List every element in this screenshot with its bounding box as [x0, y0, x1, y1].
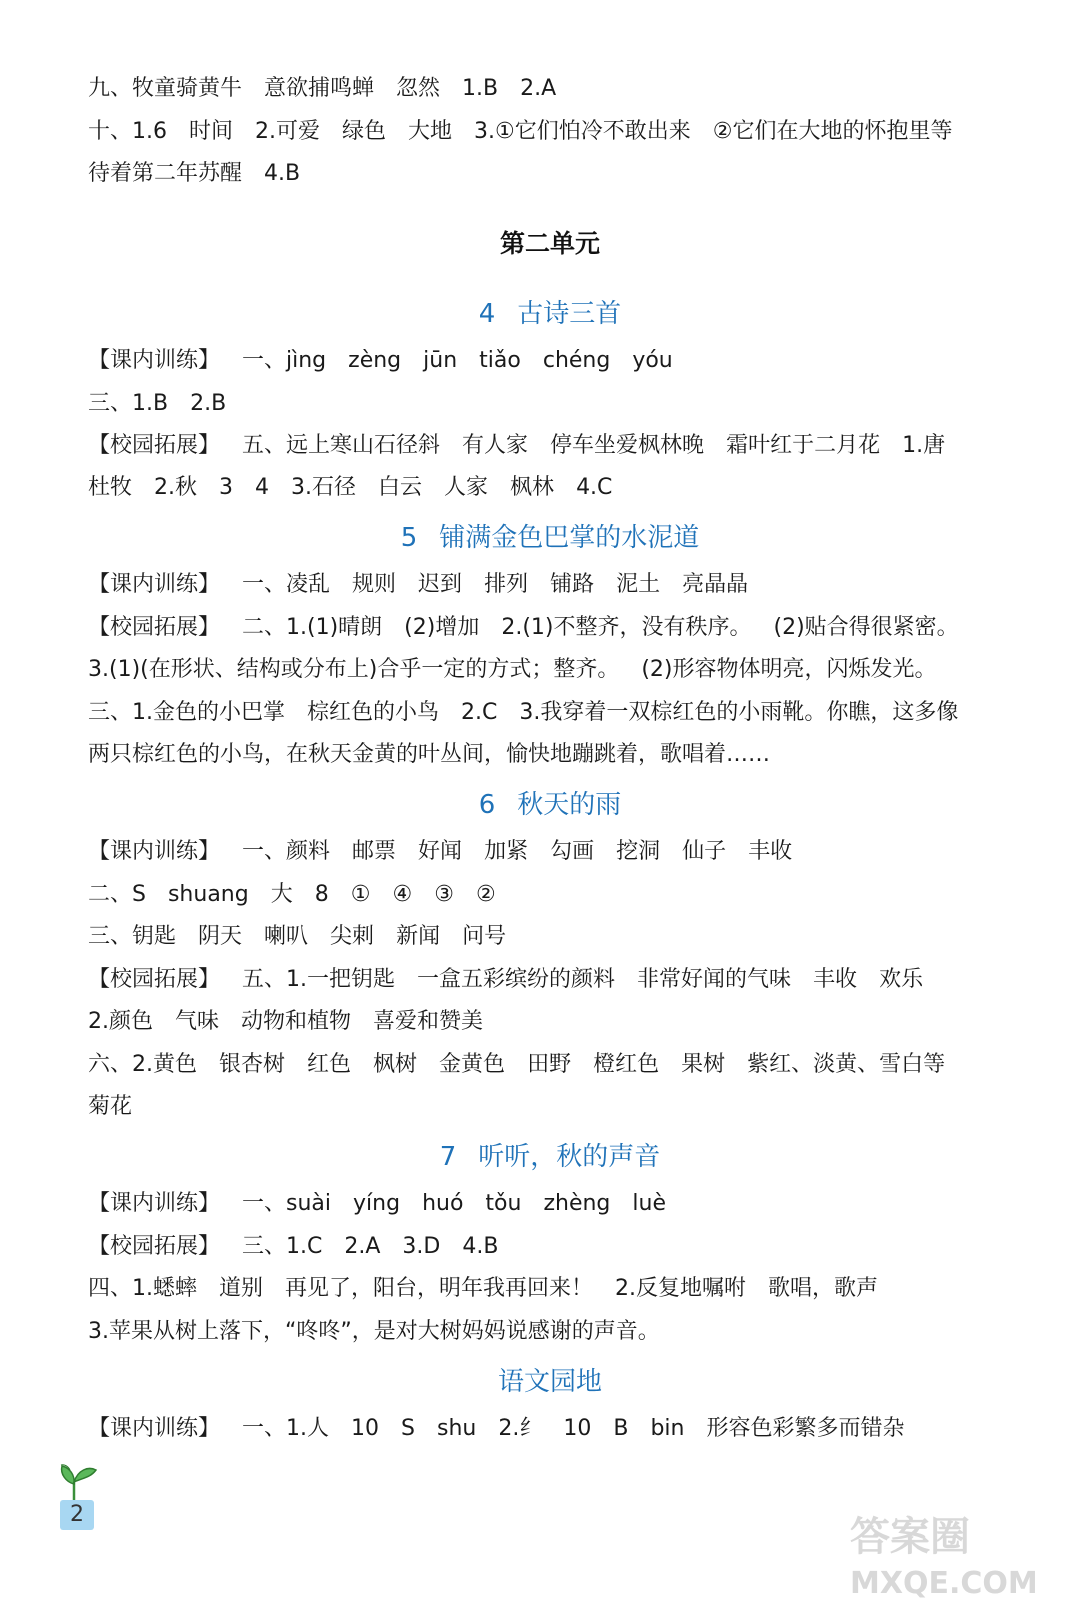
- answer-segment: 【课内训练】: [88, 1191, 221, 1216]
- answer-segment: ②: [475, 882, 496, 907]
- answer-segment: 丰收: [813, 967, 858, 992]
- answer-segment: 2.A: [520, 76, 557, 101]
- answer-segment: zèng: [348, 348, 402, 373]
- lesson-name: 古诗三首: [517, 299, 622, 329]
- answer-segment: 三、1.金色的小巴掌: [88, 700, 285, 725]
- answer-segment: 10: [351, 1416, 380, 1441]
- answer-line: [88, 1274, 1026, 1304]
- answer-segment: 气味: [175, 1009, 220, 1034]
- answer-segment: 4.C: [576, 475, 613, 500]
- answer-segment: 紫红、淡黄、雪白等: [747, 1052, 946, 1077]
- answer-segment: 3.我穿着一双棕红色的小雨靴。你瞧，这多像: [519, 700, 959, 725]
- answer-segment: yíng: [353, 1191, 401, 1216]
- answer-segment: 【课内训练】: [88, 572, 221, 597]
- answer-line: [88, 1414, 1026, 1444]
- answer-segment: 杜牧: [88, 475, 133, 500]
- answer-segment: 十、1.6: [88, 119, 167, 144]
- answer-segment: 10: [563, 1416, 592, 1441]
- answer-segment: 二、1.(1)晴朗: [242, 615, 383, 640]
- answer-segment: huó: [422, 1191, 464, 1216]
- garden-title: 语文园地: [497, 1367, 602, 1397]
- answer-line: [88, 698, 1026, 728]
- answer-segment: 8: [314, 882, 329, 907]
- lesson-4-title: [0, 297, 1066, 331]
- answer-segment: 动物和植物: [241, 1009, 352, 1034]
- answer-segment: 2.C: [461, 700, 498, 725]
- answer-line: [88, 74, 1026, 104]
- answer-segment: 一、suài: [242, 1191, 332, 1216]
- answer-segment: 3.(1)(在形状、结构或分布上)合乎一定的方式；整齐。: [88, 657, 620, 682]
- answer-line: [88, 837, 1026, 867]
- answer-line: [88, 346, 1026, 376]
- answer-line: [88, 159, 1026, 189]
- lesson-7-title: [0, 1140, 1066, 1174]
- answer-segment: 再见了，阳台，明年我再回来！: [285, 1276, 594, 1301]
- answer-segment: chéng: [542, 348, 611, 373]
- lesson-6-title: [0, 788, 1066, 822]
- answer-segment: 迟到: [418, 572, 463, 597]
- answer-segment: 大: [270, 882, 293, 907]
- answer-segment: 喜爱和赞美: [373, 1009, 484, 1034]
- answer-segment: 2.反复地嘱咐: [615, 1276, 747, 1301]
- answer-segment: 九、牧童骑黄牛: [88, 76, 243, 101]
- answer-segment: 忽然: [396, 76, 441, 101]
- answer-segment: 3.D: [402, 1234, 441, 1259]
- answer-line: [88, 922, 1026, 952]
- answer-segment: 排列: [484, 572, 529, 597]
- answer-segment: 歌唱，歌声: [768, 1276, 879, 1301]
- answer-segment: 有人家: [462, 433, 529, 458]
- answer-segment: 丰收: [748, 839, 793, 864]
- answer-segment: 绿色: [342, 119, 387, 144]
- lesson-name: 秋天的雨: [517, 790, 622, 820]
- watermark-url: MXQE.COM: [850, 1566, 1038, 1601]
- answer-segment: 非常好闻的气味: [637, 967, 792, 992]
- lesson-5-title: [0, 521, 1066, 555]
- answer-line: [88, 1007, 1026, 1037]
- lesson-name: 铺满金色巴掌的水泥道: [439, 523, 700, 553]
- answer-segment: S: [401, 1416, 415, 1441]
- watermark-main: 答案圈: [850, 1514, 970, 1560]
- answer-segment: 2.颜色: [88, 1009, 153, 1034]
- answer-segment: 3: [219, 475, 234, 500]
- answer-segment: 三、1.B: [88, 391, 169, 416]
- answer-segment: 白云: [378, 475, 423, 500]
- answer-line: [88, 431, 1026, 461]
- answer-segment: 4: [255, 475, 270, 500]
- answer-segment: 2.纟: [498, 1416, 542, 1441]
- answer-segment: 尖刺: [330, 924, 375, 949]
- answer-line: [88, 117, 1026, 147]
- answer-segment: 【校园拓展】: [88, 615, 221, 640]
- answer-segment: 2.秋: [154, 475, 198, 500]
- answer-segment: 3.①它们怕冷不敢出来: [474, 119, 691, 144]
- answer-segment: 规则: [352, 572, 397, 597]
- answer-segment: 三、1.C: [242, 1234, 323, 1259]
- answer-line: [88, 740, 1026, 770]
- answer-segment: 一、1.人: [242, 1416, 330, 1441]
- watermark: [850, 1505, 1050, 1601]
- answer-segment: yóu: [632, 348, 673, 373]
- answer-segment: 一、颜料: [242, 839, 331, 864]
- answer-segment: 【课内训练】: [88, 348, 221, 373]
- answer-segment: 铺路: [550, 572, 595, 597]
- answer-segment: 四、1.蟋蟀: [88, 1276, 197, 1301]
- answer-segment: 勾画: [550, 839, 595, 864]
- answer-segment: luè: [632, 1191, 666, 1216]
- answer-segment: 三、钥匙: [88, 924, 177, 949]
- lesson-name: 听听，秋的声音: [478, 1142, 661, 1172]
- lesson-number: 7: [439, 1142, 457, 1172]
- answer-segment: 【校园拓展】: [88, 967, 221, 992]
- answer-line: [88, 880, 1026, 910]
- answer-segment: 泥土: [616, 572, 661, 597]
- answer-segment: 1.唐: [902, 433, 946, 458]
- lesson-number: 6: [478, 790, 496, 820]
- answer-segment: 橙红色: [593, 1052, 660, 1077]
- answer-segment: 菊花: [88, 1094, 133, 1119]
- answer-segment: shuang: [167, 882, 249, 907]
- answer-segment: 大地: [408, 119, 453, 144]
- answer-segment: 【课内训练】: [88, 1416, 221, 1441]
- answer-segment: tǒu: [485, 1191, 522, 1216]
- answer-segment: 意欲捕鸣蝉: [264, 76, 375, 101]
- answer-segment: 田野: [527, 1052, 572, 1077]
- answer-segment: 3.苹果从树上落下，“咚咚”，是对大树妈妈说感谢的声音。: [88, 1319, 660, 1344]
- answer-segment: 金黄色: [439, 1052, 506, 1077]
- answer-segment: 4.B: [462, 1234, 499, 1259]
- answer-segment: tiǎo: [479, 348, 521, 373]
- answer-segment: 加紧: [484, 839, 529, 864]
- answer-line: [88, 473, 1026, 503]
- answer-segment: 棕红色的小鸟: [307, 700, 440, 725]
- answer-segment: 4.B: [264, 161, 301, 186]
- answer-segment: zhèng: [543, 1191, 611, 1216]
- answer-segment: 1.B: [462, 76, 499, 101]
- answer-segment: 欢乐: [879, 967, 924, 992]
- answer-segment: 枫林: [510, 475, 555, 500]
- answer-segment: 停车坐爱枫林晚: [550, 433, 705, 458]
- answer-segment: 时间: [189, 119, 234, 144]
- answer-segment: 【校园拓展】: [88, 433, 221, 458]
- lesson-number: 4: [478, 299, 496, 329]
- answer-segment: 好闻: [418, 839, 463, 864]
- answer-segment: 待着第二年苏醒: [88, 161, 243, 186]
- plant-sprout-icon: [44, 1458, 104, 1504]
- answer-segment: 挖洞: [616, 839, 661, 864]
- answer-segment: B: [613, 1416, 629, 1441]
- answer-line: [88, 613, 1026, 643]
- answer-segment: 阴天: [198, 924, 243, 949]
- answer-segment: 邮票: [352, 839, 397, 864]
- answer-segment: 新闻: [396, 924, 441, 949]
- answer-line: [88, 655, 1026, 685]
- answer-segment: ③: [434, 882, 454, 907]
- answer-line: [88, 389, 1026, 419]
- answer-segment: 2.B: [190, 391, 227, 416]
- answer-segment: 红色: [307, 1052, 352, 1077]
- answer-segment: 二、S: [88, 882, 146, 907]
- answer-segment: shu: [436, 1416, 477, 1441]
- answer-segment: 六、2.黄色: [88, 1052, 197, 1077]
- answer-segment: ④: [392, 882, 413, 907]
- answer-segment: 2.(1)不整齐，没有秩序。: [501, 615, 752, 640]
- answer-line: [88, 1050, 1026, 1080]
- answer-line: [88, 1232, 1026, 1262]
- unit-title: 第二单元: [499, 229, 600, 258]
- page-number: 2: [60, 1500, 94, 1530]
- answer-segment: 枫树: [373, 1052, 418, 1077]
- answer-segment: 亮晶晶: [682, 572, 749, 597]
- lesson-number: 5: [400, 523, 418, 553]
- answer-segment: 两只棕红色的小鸟，在秋天金黄的叶丛间，愉快地蹦跳着，歌唱着……: [88, 742, 771, 767]
- answer-line: [88, 1317, 1026, 1347]
- answer-segment: 霜叶红于二月花: [726, 433, 881, 458]
- answer-segment: 道别: [219, 1276, 264, 1301]
- answer-segment: 喇叭: [264, 924, 309, 949]
- answer-segment: ①: [350, 882, 371, 907]
- answer-segment: 2.A: [344, 1234, 381, 1259]
- answer-segment: 银杏树: [219, 1052, 286, 1077]
- answer-segment: 仙子: [682, 839, 727, 864]
- answer-line: [88, 570, 1026, 600]
- answer-segment: 3.石径: [291, 475, 357, 500]
- answer-segment: 一、凌乱: [242, 572, 331, 597]
- answer-segment: (2)贴合得很紧密。: [773, 615, 959, 640]
- answer-line: [88, 1092, 1026, 1122]
- answer-segment: 人家: [444, 475, 489, 500]
- answer-segment: 五、1.一把钥匙: [242, 967, 396, 992]
- answer-segment: bin: [650, 1416, 685, 1441]
- answer-segment: 【校园拓展】: [88, 1234, 221, 1259]
- answer-segment: 形容色彩繁多而错杂: [706, 1416, 905, 1441]
- answer-segment: (2)形容物体明亮，闪烁发光。: [641, 657, 937, 682]
- answer-segment: jūn: [423, 348, 458, 373]
- answer-line: [88, 965, 1026, 995]
- answer-segment: 一盒五彩缤纷的颜料: [417, 967, 616, 992]
- answer-segment: 一、jìng: [242, 348, 327, 373]
- answer-segment: (2)增加: [404, 615, 480, 640]
- answer-segment: 五、远上寒山石径斜: [242, 433, 441, 458]
- answer-segment: 果树: [681, 1052, 726, 1077]
- answer-segment: 2.可爱: [255, 119, 321, 144]
- answer-segment: 【课内训练】: [88, 839, 221, 864]
- answer-line: [88, 1189, 1026, 1219]
- answer-segment: ②它们在大地的怀抱里等: [712, 119, 953, 144]
- answer-segment: 问号: [462, 924, 507, 949]
